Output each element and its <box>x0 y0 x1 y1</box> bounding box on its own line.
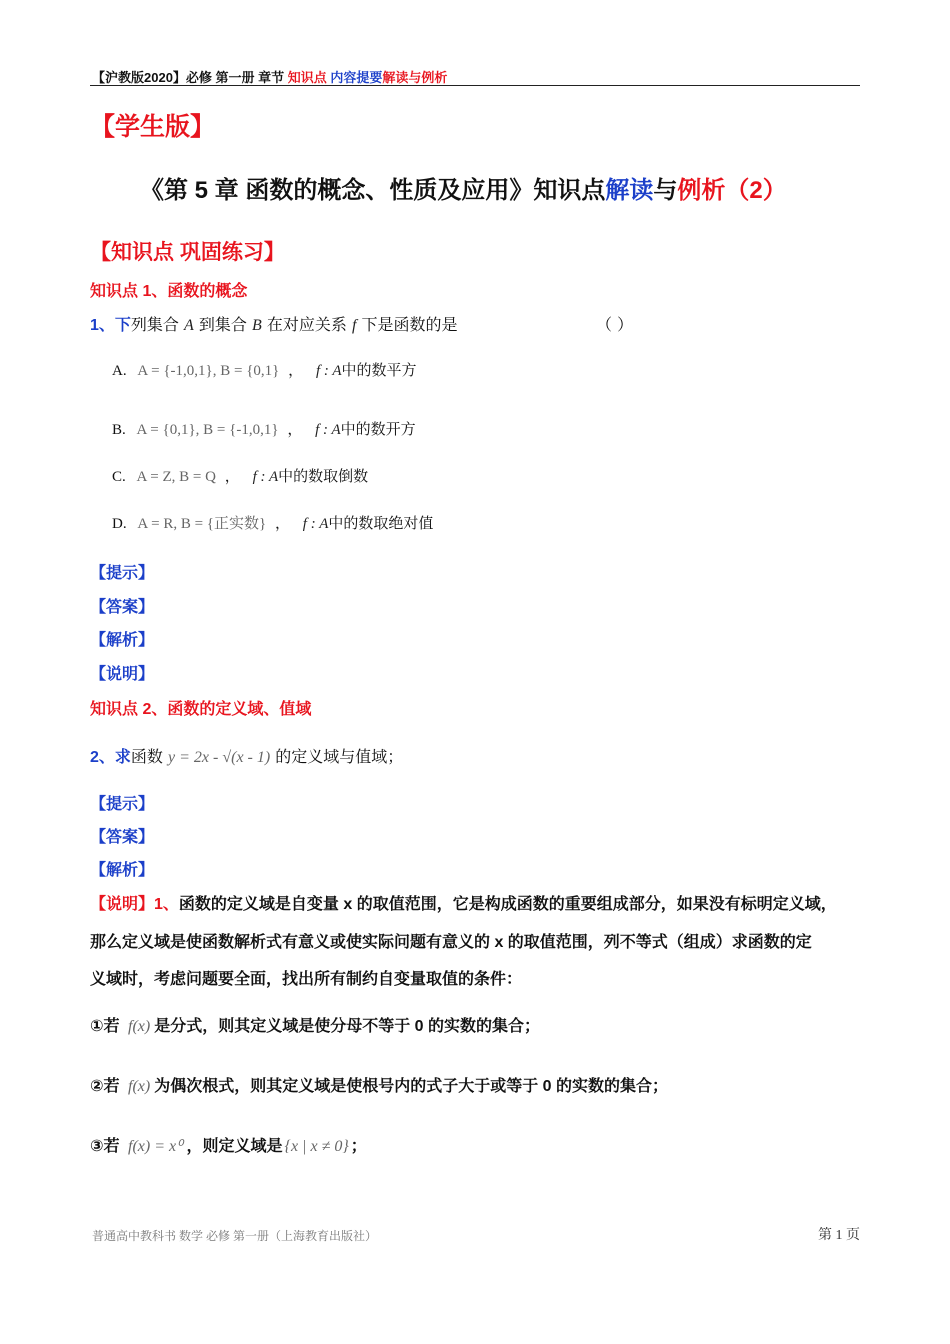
header-highlight-2: 内容提要 <box>326 70 383 85</box>
kp2-analysis-tag: 【解析】 <box>90 862 155 879</box>
option-a-sep: ， <box>288 361 304 379</box>
item-1-mark: ①若 <box>90 1018 120 1035</box>
footer-book-title: 普通高中教科书 数学 必修 第一册（上海教育出版社） <box>92 1229 378 1243</box>
kp1-hint-tag: 【提示】 <box>90 565 155 582</box>
q2-text-2: 的定义域与值域； <box>270 747 404 766</box>
q1-set-b: B <box>251 317 262 334</box>
kp2-note-number: 1、 <box>154 896 179 913</box>
option-d <box>112 512 433 533</box>
item-2-text: 为偶次根式，则其定义域是使根号内的式子大于或等于 0 的实数的集合； <box>154 1078 669 1095</box>
q1-number: 1、 <box>90 317 115 334</box>
condition-item-3 <box>90 1133 367 1156</box>
q2-number: 2、 <box>90 749 115 766</box>
kp1-heading: 知识点 1、函数的概念 <box>90 283 248 300</box>
option-c-sep: ， <box>224 467 240 485</box>
title-main: 《第 5 章 函数的概念、性质及应用》知识点 <box>140 177 606 204</box>
option-d-sets: A = R, B = {正实数} <box>137 516 267 532</box>
footer-page-number: 第 1 页 <box>818 1228 860 1243</box>
option-b-rule-text: 中的数开方 <box>340 420 416 438</box>
option-c <box>112 465 368 486</box>
item-3-mark: ③若 <box>90 1138 120 1155</box>
header-highlight-1: 知识点 <box>287 70 327 85</box>
option-a-rule-text: 中的数平方 <box>341 361 417 379</box>
item-3-formula: f(x) = x⁰ <box>128 1138 183 1155</box>
q1-text-2: 到集合 <box>193 315 252 334</box>
option-c-rule-text: 中的数取倒数 <box>278 467 369 485</box>
page-header <box>92 67 447 86</box>
kp2-heading: 知识点 2、函数的定义域、值域 <box>90 701 312 718</box>
option-b-label: B. <box>112 422 126 438</box>
item-1-text: 是分式，则其定义域是使分母不等于 0 的实数的集合； <box>154 1018 541 1035</box>
q1-text-4: 下是函数的是 <box>356 315 458 334</box>
option-d-label: D. <box>112 516 127 532</box>
title-highlight-2: 例析 <box>677 177 726 204</box>
option-d-rule-text: 中的数取绝对值 <box>328 514 434 532</box>
document-title <box>140 170 787 205</box>
q1-text-3: 在对应关系 <box>261 315 352 334</box>
option-c-sets: A = Z, B = Q <box>136 469 216 485</box>
version-label: 【学生版】 <box>90 113 216 141</box>
item-3-text: ，则定义域是 <box>186 1138 283 1155</box>
option-a-rule: f : A <box>315 363 342 379</box>
option-b <box>112 418 416 439</box>
item-2-formula: f(x) <box>128 1078 151 1095</box>
q1-text-1: 列集合 <box>130 315 185 334</box>
header-divider <box>90 85 860 86</box>
title-connector: 与 <box>653 177 678 204</box>
title-highlight-1: 解读 <box>605 177 654 204</box>
item-3-text-2: ； <box>350 1138 367 1155</box>
kp1-note-tag: 【说明】 <box>90 666 155 683</box>
kp2-note-line-2: 那么定义域是使函数解析式有意义或使实际问题有意义的 x 的取值范围，列不等式（组成）求函数的定 <box>90 934 812 951</box>
condition-item-1 <box>90 1013 540 1036</box>
option-a-label: A. <box>112 363 127 379</box>
kp1-answer-tag: 【答案】 <box>90 599 155 616</box>
question-1 <box>90 312 458 335</box>
kp2-note-text-1: 函数的定义域是自变量 x 的取值范围，它是构成函数的重要组成部分，如果没有标明定义域， <box>178 896 837 913</box>
section-heading: 【知识点 巩固练习】 <box>90 241 285 264</box>
option-c-rule: f : A <box>252 469 279 485</box>
option-a-sets: A = {-1,0,1}, B = {0,1} <box>137 363 280 379</box>
q2-text-1: 函数 <box>130 747 169 766</box>
kp2-note-tag: 【说明】 <box>90 896 155 913</box>
kp2-answer-tag: 【答案】 <box>90 829 155 846</box>
question-2 <box>90 744 403 767</box>
kp2-hint-tag: 【提示】 <box>90 796 155 813</box>
item-2-mark: ②若 <box>90 1078 120 1095</box>
q1-lead: 下 <box>114 317 131 334</box>
kp1-analysis-tag: 【解析】 <box>90 632 155 649</box>
option-b-rule: f : A <box>315 422 341 438</box>
header-text: 【沪教版2020】必修 第一册 章节 <box>92 70 288 85</box>
q1-set-a: A <box>184 317 194 334</box>
q1-map-f: f <box>351 317 357 334</box>
item-1-formula: f(x) <box>128 1018 151 1035</box>
option-b-sep: ， <box>287 420 303 438</box>
option-d-rule: f : A <box>302 516 329 532</box>
option-d-sep: ， <box>275 514 291 532</box>
header-highlight-3: 解读与例析 <box>382 70 448 85</box>
answer-paren: （ ） <box>596 315 634 334</box>
q2-formula: y = 2x - √(x - 1) <box>168 749 271 766</box>
title-number: （2） <box>725 177 787 204</box>
option-b-sets: A = {0,1}, B = {-1,0,1} <box>136 422 279 438</box>
item-3-formula-2: {x | x ≠ 0} <box>284 1138 349 1155</box>
q2-lead: 求 <box>114 749 131 766</box>
kp2-note-line-3: 义域时，考虑问题要全面，找出所有制约自变量取值的条件： <box>90 971 523 988</box>
kp2-note-line-1 <box>90 891 837 914</box>
condition-item-2 <box>90 1073 668 1096</box>
option-c-label: C. <box>112 469 126 485</box>
option-a <box>112 359 417 380</box>
